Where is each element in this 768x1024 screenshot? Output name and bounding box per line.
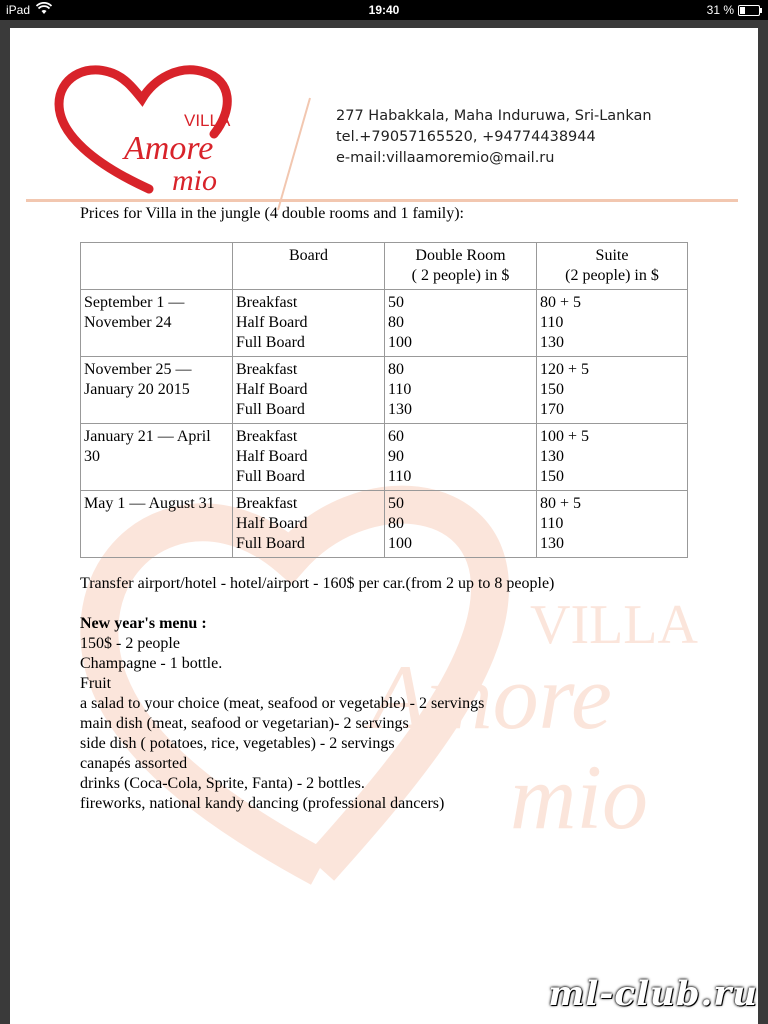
header-double-line1: Double Room	[415, 247, 506, 264]
transfer-info: Transfer airport/hotel - hotel/airport - 160$ per car.(from 2 up to 8 people)	[80, 575, 555, 592]
table-row	[81, 357, 688, 424]
header-board: Board	[233, 243, 385, 290]
suite-price-cell	[537, 491, 688, 558]
price-value: 80	[388, 361, 404, 378]
price-value: 120 + 5	[540, 361, 590, 378]
double-price-cell	[385, 424, 537, 491]
header-suite	[537, 243, 688, 290]
price-value: 130	[388, 401, 412, 418]
header-season	[81, 243, 233, 290]
header-double-room	[385, 243, 537, 290]
table-header-row	[81, 243, 688, 290]
season-cell: November 25 — January 20 2015	[81, 357, 233, 424]
header-divider	[264, 96, 324, 214]
site-watermark: ml-club.ru	[548, 974, 758, 1014]
board-option: Full Board	[236, 401, 305, 418]
header-double-line2: ( 2 people) in $	[411, 267, 510, 284]
board-cell	[233, 290, 385, 357]
board-option: Full Board	[236, 535, 305, 552]
battery-percent: 31 %	[706, 3, 734, 17]
menu-item: Fruit	[80, 675, 112, 692]
status-time: 19:40	[368, 3, 400, 17]
price-table	[80, 242, 688, 558]
price-value: 110	[388, 468, 412, 485]
board-option: Breakfast	[236, 361, 298, 378]
price-value: 150	[540, 468, 564, 485]
season-cell: September 1 — November 24	[81, 290, 233, 357]
price-value: 100	[388, 535, 412, 552]
battery-icon	[738, 5, 760, 16]
contact-email: e-mail:villaamoremio@mail.ru	[336, 150, 555, 166]
double-price-cell	[385, 357, 537, 424]
board-cell	[233, 357, 385, 424]
table-row	[81, 491, 688, 558]
menu-item: side dish ( potatoes, rice, vegetables) - 2 servings	[80, 735, 395, 752]
suite-price-cell	[537, 357, 688, 424]
watermark-villa: VILLA	[530, 594, 698, 656]
price-value: 80	[388, 515, 404, 532]
villa-logo	[54, 64, 254, 194]
table-row	[81, 424, 688, 491]
suite-price-cell	[537, 424, 688, 491]
suite-price-cell	[537, 290, 688, 357]
menu-title: New year's menu :	[80, 615, 207, 632]
header-rule	[26, 199, 738, 202]
menu-item: fireworks, national kandy dancing (professional dancers)	[80, 795, 445, 812]
price-value: 130	[540, 535, 564, 552]
price-value: 100 + 5	[540, 428, 590, 445]
board-cell	[233, 491, 385, 558]
price-value: 110	[388, 381, 412, 398]
menu-item: canapés assorted	[80, 755, 188, 772]
table-row	[81, 290, 688, 357]
menu-item: Champagne - 1 bottle.	[80, 655, 223, 672]
price-value: 100	[388, 334, 412, 351]
board-option: Breakfast	[236, 428, 298, 445]
board-option: Half Board	[236, 515, 308, 532]
double-price-cell	[385, 491, 537, 558]
price-value: 170	[540, 401, 564, 418]
board-option: Full Board	[236, 334, 305, 351]
price-value: 130	[540, 448, 564, 465]
document-page[interactable]	[10, 28, 758, 1024]
price-value: 90	[388, 448, 404, 465]
logo-mio: mio	[172, 164, 217, 194]
price-value: 50	[388, 294, 404, 311]
logo-amore: Amore	[124, 130, 214, 167]
menu-item: a salad to your choice (meat, seafood or vegetable) - 2 servings	[80, 695, 485, 712]
price-value: 80	[388, 314, 404, 331]
header-suite-line1: Suite	[595, 247, 629, 264]
price-value: 80 + 5	[540, 495, 582, 512]
document-body	[80, 204, 720, 814]
contact-address: 277 Habakkala, Maha Induruwa, Sri-Lankan	[336, 108, 652, 124]
double-price-cell	[385, 290, 537, 357]
price-value: 80 + 5	[540, 294, 582, 311]
board-option: Breakfast	[236, 294, 298, 311]
board-option: Half Board	[236, 314, 308, 331]
logo-villa: VILLA	[184, 111, 231, 130]
board-option: Full Board	[236, 468, 305, 485]
watermark-amore: Amore	[370, 646, 612, 748]
contact-block	[336, 106, 652, 169]
watermark-mio: mio	[510, 746, 648, 848]
price-value: 50	[388, 495, 404, 512]
menu-item: main dish (meat, seafood or vegetarian)- 2 servings	[80, 715, 409, 732]
price-value: 110	[540, 515, 564, 532]
board-option: Breakfast	[236, 495, 298, 512]
season-cell: May 1 — August 31	[81, 491, 233, 558]
board-cell	[233, 424, 385, 491]
header-suite-line2: (2 people) in $	[565, 267, 659, 284]
price-value: 110	[540, 314, 564, 331]
intro-text: Prices for Villa in the jungle (4 double rooms and 1 family):	[80, 205, 464, 222]
contact-phone: tel.+79057165520, +94774438944	[336, 129, 596, 145]
board-option: Half Board	[236, 448, 308, 465]
menu-item: 150$ - 2 people	[80, 635, 180, 652]
price-value: 60	[388, 428, 404, 445]
status-bar	[0, 0, 768, 20]
price-value: 150	[540, 381, 564, 398]
board-option: Half Board	[236, 381, 308, 398]
device-name: iPad	[6, 3, 31, 17]
price-value: 130	[540, 334, 564, 351]
menu-item: drinks (Coca-Cola, Sprite, Fanta) - 2 bottles.	[80, 775, 365, 792]
season-cell: January 21 — April 30	[81, 424, 233, 491]
